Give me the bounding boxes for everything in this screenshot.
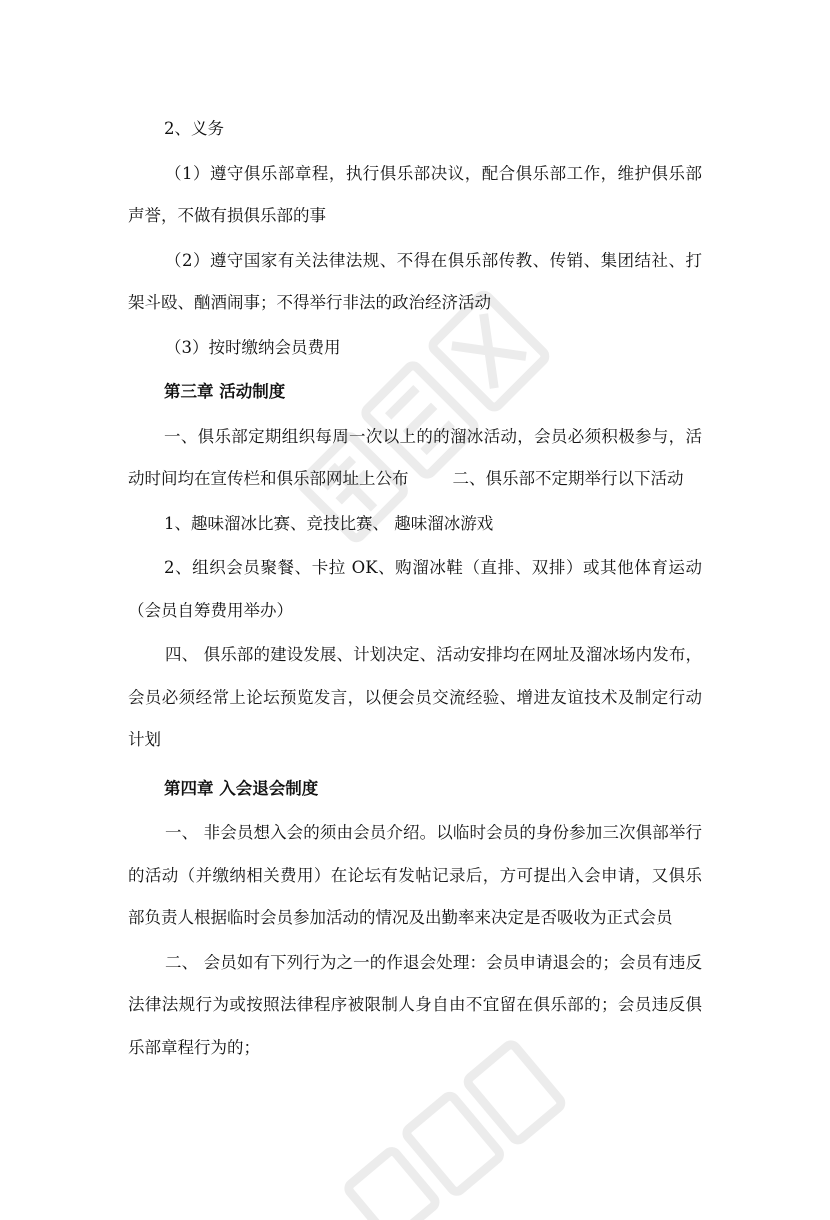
chapter-3-item-4: 四、 俱乐部的建设发展、计划决定、活动安排均在网址及溜冰场内发布，会员必须经常上论坛预览发言，以便会员交流经验、增进友谊技术及制定行动计划 bbox=[128, 645, 702, 749]
chapter-3-sub-item-1: 1、趣味溜冰比赛、竞技比赛、 趣味溜冰游戏 bbox=[164, 513, 494, 533]
duty-item-3: （3）按时缴纳会员费用 bbox=[165, 337, 341, 357]
chapter-3-item-2-text: 二、俱乐部不定期举行以下活动 bbox=[452, 469, 684, 488]
chapter-3-title: 第三章 活动制度 bbox=[164, 382, 286, 401]
chapter-3-item-1-text: 一、俱乐部定期组织每周一次以上的的溜冰活动，会员必须积极参与，活动时间均在宣传栏和俱乐部网址上公布 bbox=[128, 426, 702, 488]
chapter-4-item-1: 一、 非会员想入会的须由会员介绍。以临时会员的身份参加三次俱部举行的活动（并缴纳相关费用）在论坛有发帖记录后，方可提出入会申请，又俱乐部负责人根据临时会员参加活动的情况及出勤率来决定是否吸收为正式会员 bbox=[128, 823, 702, 927]
chapter-4-item-2: 二、 会员如有下列行为之一的作退会处理：会员申请退会的；会员有违反法律法规行为或按照法律程序被限制人身自由不宜留在俱乐部的；会员违反俱乐部章程行为的； bbox=[128, 952, 702, 1057]
chapter-3-sub-item-2: 2、组织会员聚餐、卡拉 OK、购溜冰鞋（直排、双排）或其他体育运动（会员自筹费用举办） bbox=[128, 558, 702, 620]
duty-item-1: （1）遵守俱乐部章程，执行俱乐部决议，配合俱乐部工作，维护俱乐部声誉，不做有损俱乐部的事 bbox=[128, 163, 702, 225]
chapter-3-item-1 bbox=[128, 416, 702, 501]
duty-heading: 2、义务 bbox=[164, 119, 224, 138]
duty-item-2: （2）遵守国家有关法律法规、不得在俱乐部传教、传销、集团结社、打架斗殴、酗酒闹事；不得举行非法的政治经济活动 bbox=[128, 250, 702, 312]
document-body bbox=[128, 108, 702, 1069]
chapter-4-title: 第四章 入会退会制度 bbox=[164, 778, 319, 798]
